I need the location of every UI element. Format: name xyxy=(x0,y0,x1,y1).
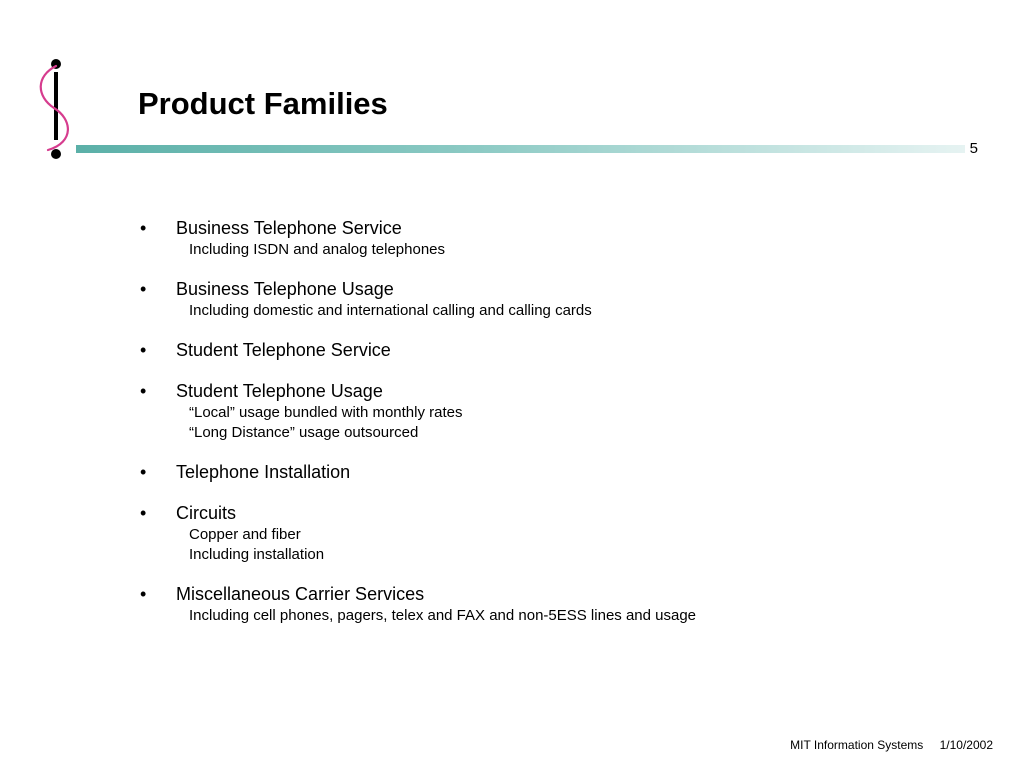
sub-item: Including ISDN and analog telephones xyxy=(189,241,446,258)
slide-content xyxy=(138,216,978,643)
bullet-line xyxy=(138,582,978,606)
bullet-line xyxy=(138,277,978,301)
bullet-icon: • xyxy=(140,340,147,360)
bullet-icon: • xyxy=(140,218,147,238)
bullet-text: Business Telephone Service xyxy=(176,218,402,238)
bullet-line xyxy=(138,501,978,525)
sub-item: “Long Distance” usage outsourced xyxy=(189,424,419,441)
bullet-icon: • xyxy=(140,381,147,401)
footer-date: 1/10/2002 xyxy=(939,738,993,752)
bullet-icon: • xyxy=(140,279,147,299)
footer xyxy=(790,738,993,752)
page-title: Product Families xyxy=(138,86,388,121)
bullet-line xyxy=(138,338,978,362)
bullet-line xyxy=(138,379,978,403)
bullet-text: Business Telephone Usage xyxy=(176,279,394,299)
bullet-icon: • xyxy=(140,503,147,523)
bullet-line xyxy=(138,460,978,484)
bullet-line xyxy=(138,216,978,240)
sub-item: “Local” usage bundled with monthly rates xyxy=(189,404,463,421)
bullet-text: Miscellaneous Carrier Services xyxy=(176,584,425,604)
list-item xyxy=(138,501,978,565)
bullet-icon: • xyxy=(140,462,147,482)
list-item xyxy=(138,277,978,321)
bullet-text: Student Telephone Usage xyxy=(176,381,383,401)
sub-item: Including installation xyxy=(189,546,325,563)
sub-item: Copper and fiber xyxy=(189,526,301,543)
sub-item: Including domestic and international calling and calling cards xyxy=(189,302,592,319)
bullet-icon: • xyxy=(140,584,147,604)
bullet-text: Student Telephone Service xyxy=(176,340,391,360)
list-item xyxy=(138,216,978,260)
list-item xyxy=(138,338,978,362)
title-divider xyxy=(76,145,965,153)
footer-organization: MIT Information Systems xyxy=(790,738,924,752)
page-number: 5 xyxy=(969,140,978,157)
list-item xyxy=(138,379,978,443)
bullet-text: Circuits xyxy=(176,503,237,523)
list-item xyxy=(138,460,978,484)
bullet-text: Telephone Installation xyxy=(176,462,351,482)
sub-item: Including cell phones, pagers, telex and FAX and non-5ESS lines and usage xyxy=(189,607,697,624)
list-item xyxy=(138,582,978,626)
